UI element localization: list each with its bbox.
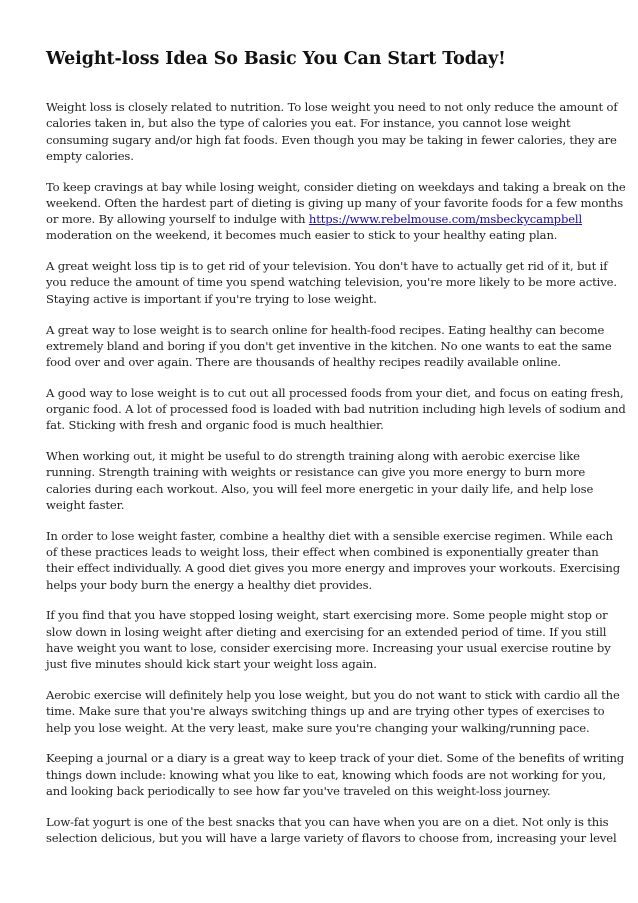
line-text: or more. By allowing yourself to indulge with bbox=[46, 212, 309, 227]
line-text: When working out, it might be useful to do strength training along with aerobic exercise like bbox=[46, 449, 580, 464]
text-line bbox=[46, 703, 626, 719]
paragraph bbox=[46, 528, 626, 593]
line-text: A great weight loss tip is to get rid of your television. You don't have to actually get rid of it, but if bbox=[46, 259, 608, 274]
text-line bbox=[46, 560, 626, 576]
paragraph bbox=[46, 607, 626, 672]
paragraph bbox=[46, 448, 626, 513]
line-text: selection delicious, but you will have a large variety of flavors to choose from, increasing your level bbox=[46, 830, 617, 845]
line-text: If you find that you have stopped losing weight, start exercising more. Some people might stop or bbox=[46, 608, 608, 623]
line-text: slow down in losing weight after dieting and exercising for an extended period of time. If you still bbox=[46, 624, 607, 639]
text-line bbox=[46, 528, 626, 544]
line-text: moderation on the weekend, it becomes much easier to stick to your healthy eating plan. bbox=[46, 228, 558, 243]
text-line bbox=[46, 322, 626, 338]
line-text: Weight loss is closely related to nutrition. To lose weight you need to not only reduce the amount of bbox=[46, 100, 618, 114]
text-line bbox=[46, 544, 626, 560]
line-text: calories during each workout. Also, you will feel more energetic in your daily life, and help lose bbox=[46, 481, 594, 496]
paragraph bbox=[46, 750, 626, 799]
line-text: running. Strength training with weights or resistance can give you more energy to burn more bbox=[46, 465, 586, 480]
line-text: Staying active is important if you're trying to lose weight. bbox=[46, 291, 377, 306]
line-text: A great way to lose weight is to search online for health-food recipes. Eating healthy can become bbox=[46, 322, 605, 337]
line-text: food over and over again. There are thousands of healthy recipes readily available online. bbox=[46, 355, 561, 370]
text-line bbox=[46, 830, 626, 846]
text-line bbox=[46, 814, 626, 830]
text-line bbox=[46, 179, 626, 195]
line-text: In order to lose weight faster, combine a healthy diet with a sensible exercise regimen. While each bbox=[46, 528, 613, 543]
text-line bbox=[46, 577, 626, 593]
text-line bbox=[46, 783, 626, 799]
text-line bbox=[46, 767, 626, 783]
line-text: consuming sugary and/or high fat foods. Even though you may be taking in fewer calories, they are bbox=[46, 132, 617, 147]
text-line bbox=[46, 195, 626, 211]
line-text: To keep cravings at bay while losing weight, consider dieting on weekdays and taking a break on the bbox=[46, 179, 626, 194]
text-line bbox=[46, 132, 626, 148]
line-text: helps your body burn the energy a healthy diet provides. bbox=[46, 577, 372, 592]
paragraph bbox=[46, 687, 626, 736]
article-body bbox=[46, 99, 626, 861]
line-text: organic food. A lot of processed food is loaded with bad nutrition including high levels of sodium and bbox=[46, 402, 626, 417]
line-text: and looking back periodically to see how far you've traveled on this weight-loss journey. bbox=[46, 783, 551, 798]
page-title: Weight-loss Idea So Basic You Can Start Today! bbox=[46, 49, 506, 69]
text-line bbox=[46, 497, 626, 513]
text-line bbox=[46, 750, 626, 766]
text-line bbox=[46, 481, 626, 497]
text-line bbox=[46, 464, 626, 480]
line-text: just five minutes should kick start your weight loss again. bbox=[46, 657, 377, 672]
paragraph bbox=[46, 258, 626, 307]
paragraph bbox=[46, 179, 626, 244]
text-line bbox=[46, 448, 626, 464]
text-line bbox=[46, 417, 626, 433]
text-line bbox=[46, 656, 626, 672]
text-line bbox=[46, 640, 626, 656]
text-line bbox=[46, 115, 626, 131]
line-text: fat. Sticking with fresh and organic food is much healthier. bbox=[46, 418, 384, 433]
line-text: have weight you want to lose, consider exercising more. Increasing your usual exercise routine by bbox=[46, 640, 611, 655]
line-text: weekend. Often the hardest part of dieting is giving up many of your favorite foods for a few months bbox=[46, 195, 624, 210]
paragraph bbox=[46, 99, 626, 164]
line-text: calories taken in, but also the type of calories you eat. For instance, you cannot lose weight bbox=[46, 116, 571, 131]
line-text: of these practices leads to weight loss, their effect when combined is exponentially greater than bbox=[46, 545, 599, 560]
text-line bbox=[46, 227, 626, 243]
text-line bbox=[46, 354, 626, 370]
line-text: Aerobic exercise will definitely help you lose weight, but you do not want to stick with cardio all the bbox=[46, 688, 620, 702]
text-line bbox=[46, 291, 626, 307]
text-line bbox=[46, 401, 626, 417]
line-text: things down include: knowing what you like to eat, knowing which foods are not working for you, bbox=[46, 767, 606, 782]
text-line bbox=[46, 385, 626, 401]
text-line bbox=[46, 258, 626, 274]
line-text: empty calories. bbox=[46, 148, 134, 163]
text-line bbox=[46, 607, 626, 623]
line-text: weight faster. bbox=[46, 497, 125, 512]
text-line bbox=[46, 99, 626, 115]
line-text: Keeping a journal or a diary is a great way to keep track of your diet. Some of the benefits of writing bbox=[46, 751, 625, 766]
text-line bbox=[46, 338, 626, 354]
paragraph bbox=[46, 322, 626, 371]
text-line bbox=[46, 720, 626, 736]
rebelmouse-link[interactable]: https://www.rebelmouse.com/msbeckycampbell bbox=[308, 212, 583, 227]
text-line bbox=[46, 211, 626, 227]
line-text: time. Make sure that you're always switching things up and are trying other types of exercises to bbox=[46, 704, 605, 719]
paragraph bbox=[46, 385, 626, 434]
line-text: extremely bland and boring if you don't get inventive in the kitchen. No one wants to eat the same bbox=[46, 338, 612, 353]
text-line bbox=[46, 274, 626, 290]
line-text: their effect individually. A good diet gives you more energy and improves your workouts. Exercising bbox=[46, 561, 621, 576]
line-text: you reduce the amount of time you spend watching television, you're more likely to be more active. bbox=[46, 275, 617, 290]
line-text: A good way to lose weight is to cut out all processed foods from your diet, and focus on eating fresh, bbox=[46, 385, 624, 400]
text-line bbox=[46, 148, 626, 164]
line-text: Low-fat yogurt is one of the best snacks that you can have when you are on a diet. Not only is this bbox=[46, 814, 609, 829]
text-line bbox=[46, 624, 626, 640]
line-text: help you lose weight. At the very least, make sure you're changing your walking/running pace. bbox=[46, 720, 590, 735]
text-line bbox=[46, 687, 626, 703]
paragraph bbox=[46, 814, 626, 847]
